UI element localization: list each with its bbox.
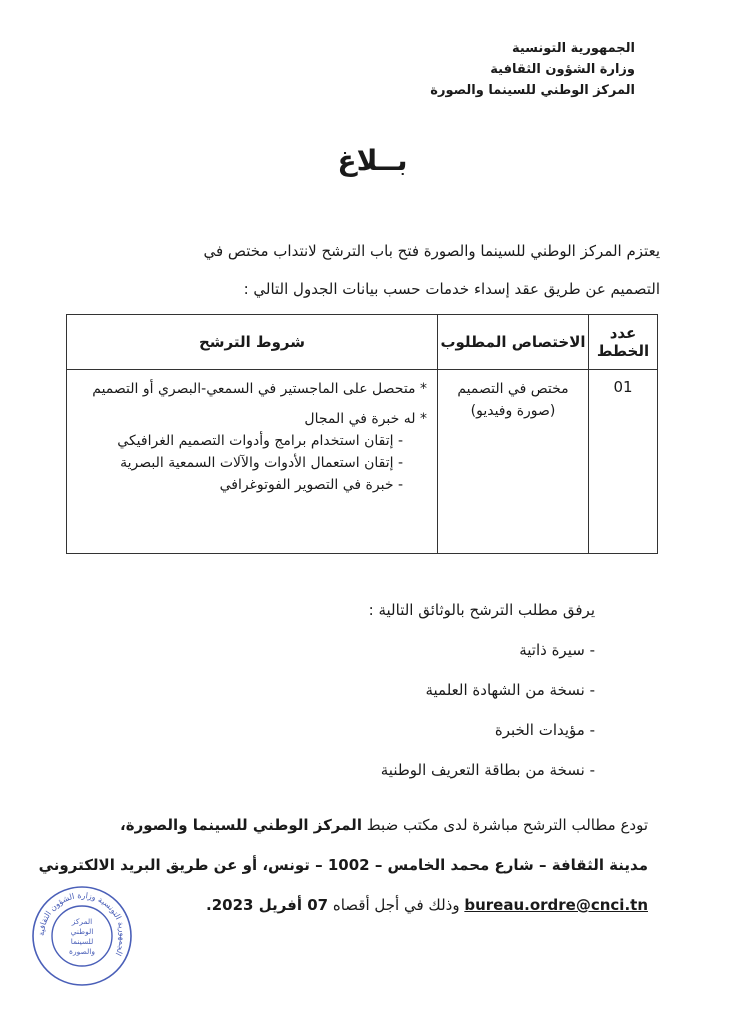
stamp-center-line: والصورة: [69, 947, 95, 956]
intro-line-1: يعتزم المركز الوطني للسينما والصورة فتح باب الترشح لانتداب مختص في: [203, 242, 660, 260]
list-item: - مؤيدات الخبرة: [494, 721, 595, 739]
intro-paragraph: [80, 232, 660, 308]
header-specialty: الاختصاص المطلوب: [438, 315, 589, 370]
table-header-row: [67, 315, 658, 370]
documents-list: [369, 598, 595, 782]
header-center: المركز الوطني للسينما والصورة: [430, 83, 635, 98]
table-row: [67, 370, 658, 554]
header-ministry: وزارة الشؤون الثقافية: [490, 62, 635, 77]
official-stamp: [30, 884, 134, 988]
condition-sub-3: - خبرة في التصوير الفوتوغرافي: [219, 477, 403, 493]
list-item: - نسخة من الشهادة العلمية: [425, 681, 595, 699]
intro-line-2: التصميم عن طريق عقد إسداء خدمات حسب بيانات الجدول التالي :: [243, 280, 660, 298]
cell-count: 01: [589, 370, 658, 554]
cell-specialty: [438, 370, 589, 554]
stamp-center-line: المركز: [71, 917, 93, 926]
condition-sub-2: - إتقان استعمال الأدوات والآلات السمعية البصرية: [120, 455, 403, 471]
stamp-center-line: الوطني: [70, 927, 94, 936]
stamp-center-line: للسينما: [70, 937, 94, 946]
header-republic: الجمهورية التونسية: [511, 41, 635, 56]
header-conditions: شروط الترشح: [67, 315, 438, 370]
positions-table: [66, 314, 658, 554]
deadline-date: 07 أفريل 2023.: [206, 896, 329, 914]
condition-sub-1: - إتقان استخدام برامج وأدوات التصميم الغرافيكي: [117, 433, 403, 449]
footer-line-1-text: تودع مطالب الترشح مباشرة لدى مكتب ضبط: [361, 816, 648, 834]
footer-center-name: المركز الوطني للسينما والصورة،: [120, 816, 362, 834]
condition-degree: * متحصل على الماجستير في السمعي-البصري أو التصميم: [92, 381, 427, 397]
email-link[interactable]: bureau.ordre@cnci.tn: [464, 896, 648, 914]
deadline-text: وذلك في أجل أقصاه: [328, 896, 465, 914]
condition-experience: * له خبرة في المجال: [304, 411, 427, 427]
footer-line-1: [38, 805, 648, 845]
page-title: بــلاغ: [337, 144, 408, 177]
specialty-name: مختص في التصميم: [457, 381, 569, 397]
specialty-detail: (صورة وفيديو): [470, 403, 556, 419]
footer-address: مدينة الثقافة – شارع محمد الخامس – 1002 – تونس، أو عن طريق البريد الالكتروني: [38, 856, 648, 874]
list-item: - سيرة ذاتية: [519, 641, 595, 659]
cell-conditions: [67, 370, 438, 554]
stamp-ring-text: الجمهورية التونسية وزارة الشؤون الثقافية: [36, 890, 128, 958]
document-header: [430, 38, 635, 101]
header-count: عدد الخطط: [589, 315, 658, 370]
list-item: - نسخة من بطاقة التعريف الوطنية: [380, 761, 595, 779]
documents-intro: يرفق مطلب الترشح بالوثائق التالية :: [368, 601, 595, 619]
